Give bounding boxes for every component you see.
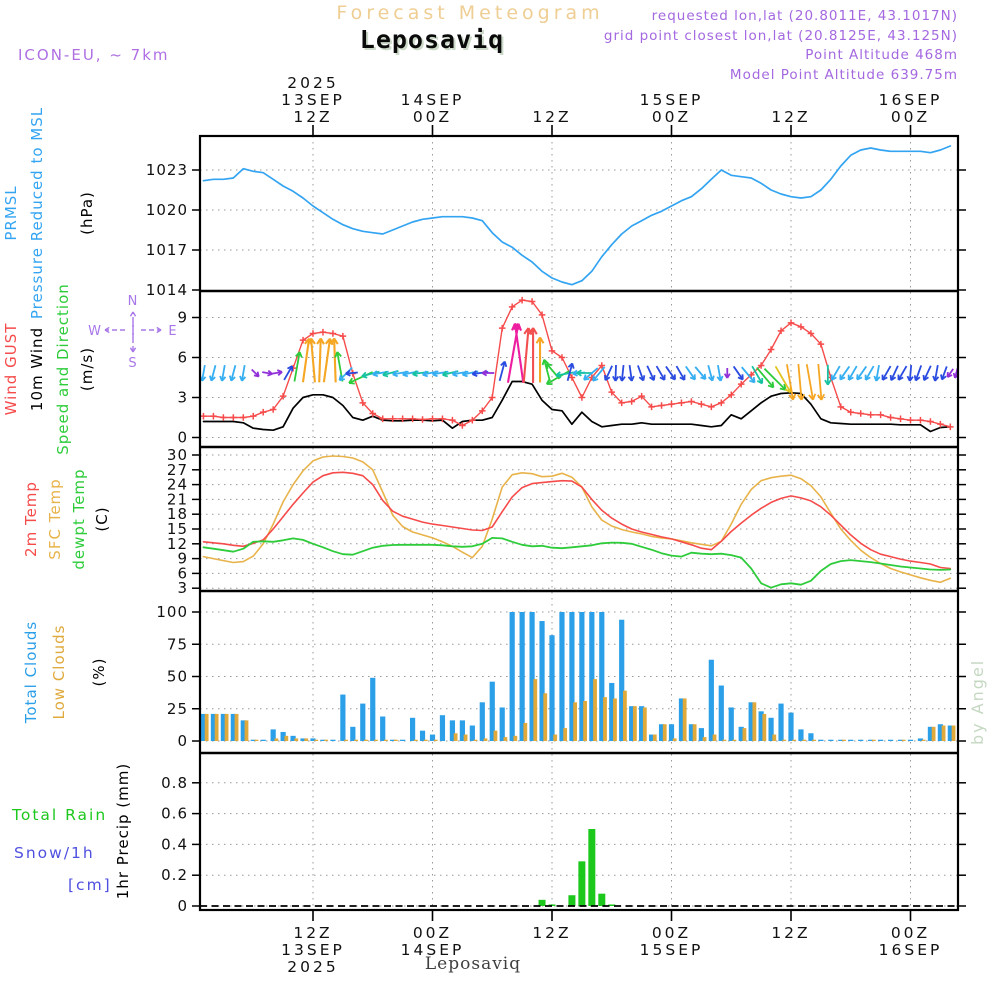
svg-text:2025: 2025 bbox=[287, 958, 339, 976]
svg-text:Low Clouds: Low Clouds bbox=[50, 624, 68, 720]
svg-text:PRMSL: PRMSL bbox=[2, 185, 20, 241]
svg-text:25: 25 bbox=[166, 699, 188, 718]
svg-text:SFC Temp: SFC Temp bbox=[46, 478, 64, 560]
svg-text:27: 27 bbox=[166, 460, 188, 479]
svg-text:18: 18 bbox=[166, 505, 188, 524]
point-altitude: Point Altitude 468m bbox=[805, 47, 958, 63]
svg-text:(hPa): (hPa) bbox=[78, 191, 96, 235]
svg-text:13SEP: 13SEP bbox=[281, 941, 345, 959]
svg-text:12Z: 12Z bbox=[532, 924, 572, 942]
svg-text:100: 100 bbox=[156, 603, 188, 621]
station-title: Leposaviq bbox=[359, 25, 505, 54]
svg-text:00Z: 00Z bbox=[651, 924, 692, 942]
svg-text:50: 50 bbox=[166, 667, 188, 686]
svg-text:Speed and Direction: Speed and Direction bbox=[54, 283, 72, 455]
svg-text:12Z: 12Z bbox=[771, 924, 811, 942]
panel-borders bbox=[200, 136, 958, 910]
svg-text:2m Temp: 2m Temp bbox=[22, 481, 40, 557]
sfc-temp-line bbox=[204, 456, 951, 582]
svg-text:14SEP: 14SEP bbox=[400, 941, 465, 959]
svg-text:13SEP: 13SEP bbox=[281, 91, 345, 109]
footer-station-label: Leposaviq bbox=[424, 954, 522, 974]
svg-text:6: 6 bbox=[177, 348, 188, 367]
pressure-line bbox=[204, 146, 951, 285]
svg-text:75: 75 bbox=[166, 635, 188, 654]
svg-text:12Z: 12Z bbox=[293, 924, 333, 942]
svg-text:dewpt Temp: dewpt Temp bbox=[70, 468, 88, 570]
svg-text:3: 3 bbox=[177, 579, 188, 598]
watermark: by Angel bbox=[968, 658, 987, 745]
svg-text:Total Clouds: Total Clouds bbox=[22, 620, 40, 724]
svg-text:9: 9 bbox=[177, 308, 188, 327]
svg-text:(%): (%) bbox=[90, 657, 108, 687]
svg-text:1017: 1017 bbox=[145, 241, 188, 260]
svg-text:1023: 1023 bbox=[145, 161, 188, 180]
svg-text:0: 0 bbox=[177, 732, 188, 750]
svg-text:12: 12 bbox=[166, 534, 188, 553]
svg-text:W: W bbox=[88, 324, 102, 339]
dewpoint-line bbox=[204, 538, 951, 588]
compass-rose bbox=[88, 294, 178, 371]
svg-text:3: 3 bbox=[177, 388, 188, 407]
svg-text:12Z: 12Z bbox=[293, 108, 333, 126]
grid bbox=[200, 136, 958, 906]
svg-text:16SEP: 16SEP bbox=[878, 941, 943, 959]
svg-text:15: 15 bbox=[166, 520, 188, 539]
t2m-line bbox=[204, 472, 951, 568]
svg-text:[cm]: [cm] bbox=[68, 876, 112, 894]
svg-text:9: 9 bbox=[177, 549, 188, 568]
side-labels bbox=[2, 107, 132, 899]
wind-direction-arrows bbox=[200, 323, 958, 399]
svg-text:16SEP: 16SEP bbox=[878, 91, 943, 109]
model-label: ICON-EU, ~ 7km bbox=[18, 46, 170, 64]
svg-text:0.6: 0.6 bbox=[161, 804, 188, 823]
svg-text:24: 24 bbox=[166, 475, 188, 494]
svg-text:10m Wind: 10m Wind bbox=[28, 326, 46, 412]
svg-text:Wind GUST: Wind GUST bbox=[2, 322, 20, 416]
page-title: Forecast Meteogram bbox=[336, 2, 604, 24]
svg-text:0: 0 bbox=[177, 897, 188, 915]
svg-text:00Z: 00Z bbox=[412, 108, 453, 126]
svg-text:Total Rain: Total Rain bbox=[12, 806, 108, 824]
svg-text:E: E bbox=[168, 324, 178, 339]
requested-coords: requested lon,lat (20.8011E, 43.1017N) bbox=[651, 8, 958, 24]
svg-text:00Z: 00Z bbox=[890, 108, 931, 126]
svg-text:14SEP: 14SEP bbox=[400, 91, 465, 109]
svg-text:1020: 1020 bbox=[145, 201, 188, 220]
svg-text:2025: 2025 bbox=[287, 74, 339, 92]
svg-text:0.4: 0.4 bbox=[161, 835, 188, 854]
svg-text:30: 30 bbox=[166, 446, 188, 465]
svg-text:0.8: 0.8 bbox=[161, 773, 188, 792]
svg-text:15SEP: 15SEP bbox=[639, 941, 704, 959]
svg-text:0: 0 bbox=[177, 428, 188, 447]
grid-point-coords: grid point closest lon,lat (20.8125E, 43.125N) bbox=[603, 27, 958, 44]
svg-text:1014: 1014 bbox=[145, 281, 188, 299]
rain-bars bbox=[539, 829, 616, 906]
svg-text:(C): (C) bbox=[93, 506, 111, 532]
svg-text:Snow/1h: Snow/1h bbox=[14, 844, 95, 862]
axis-labels bbox=[146, 74, 966, 976]
model-point-altitude: Model Point Altitude 639.75m bbox=[729, 66, 958, 83]
svg-text:0.2: 0.2 bbox=[161, 866, 188, 885]
svg-text:S: S bbox=[128, 356, 138, 371]
svg-text:N: N bbox=[127, 294, 139, 309]
svg-text:21: 21 bbox=[166, 490, 188, 509]
svg-text:15SEP: 15SEP bbox=[639, 91, 704, 109]
svg-text:00Z: 00Z bbox=[651, 108, 692, 126]
svg-text:(m/s): (m/s) bbox=[78, 346, 96, 392]
svg-text:6: 6 bbox=[177, 564, 188, 583]
svg-text:12Z: 12Z bbox=[532, 108, 572, 126]
svg-text:00Z: 00Z bbox=[890, 924, 931, 942]
svg-text:00Z: 00Z bbox=[412, 924, 453, 942]
svg-text:1hr Precip (mm): 1hr Precip (mm) bbox=[114, 762, 132, 900]
svg-text:Pressure Reduced to MSL: Pressure Reduced to MSL bbox=[28, 106, 46, 320]
svg-text:12Z: 12Z bbox=[771, 108, 811, 126]
